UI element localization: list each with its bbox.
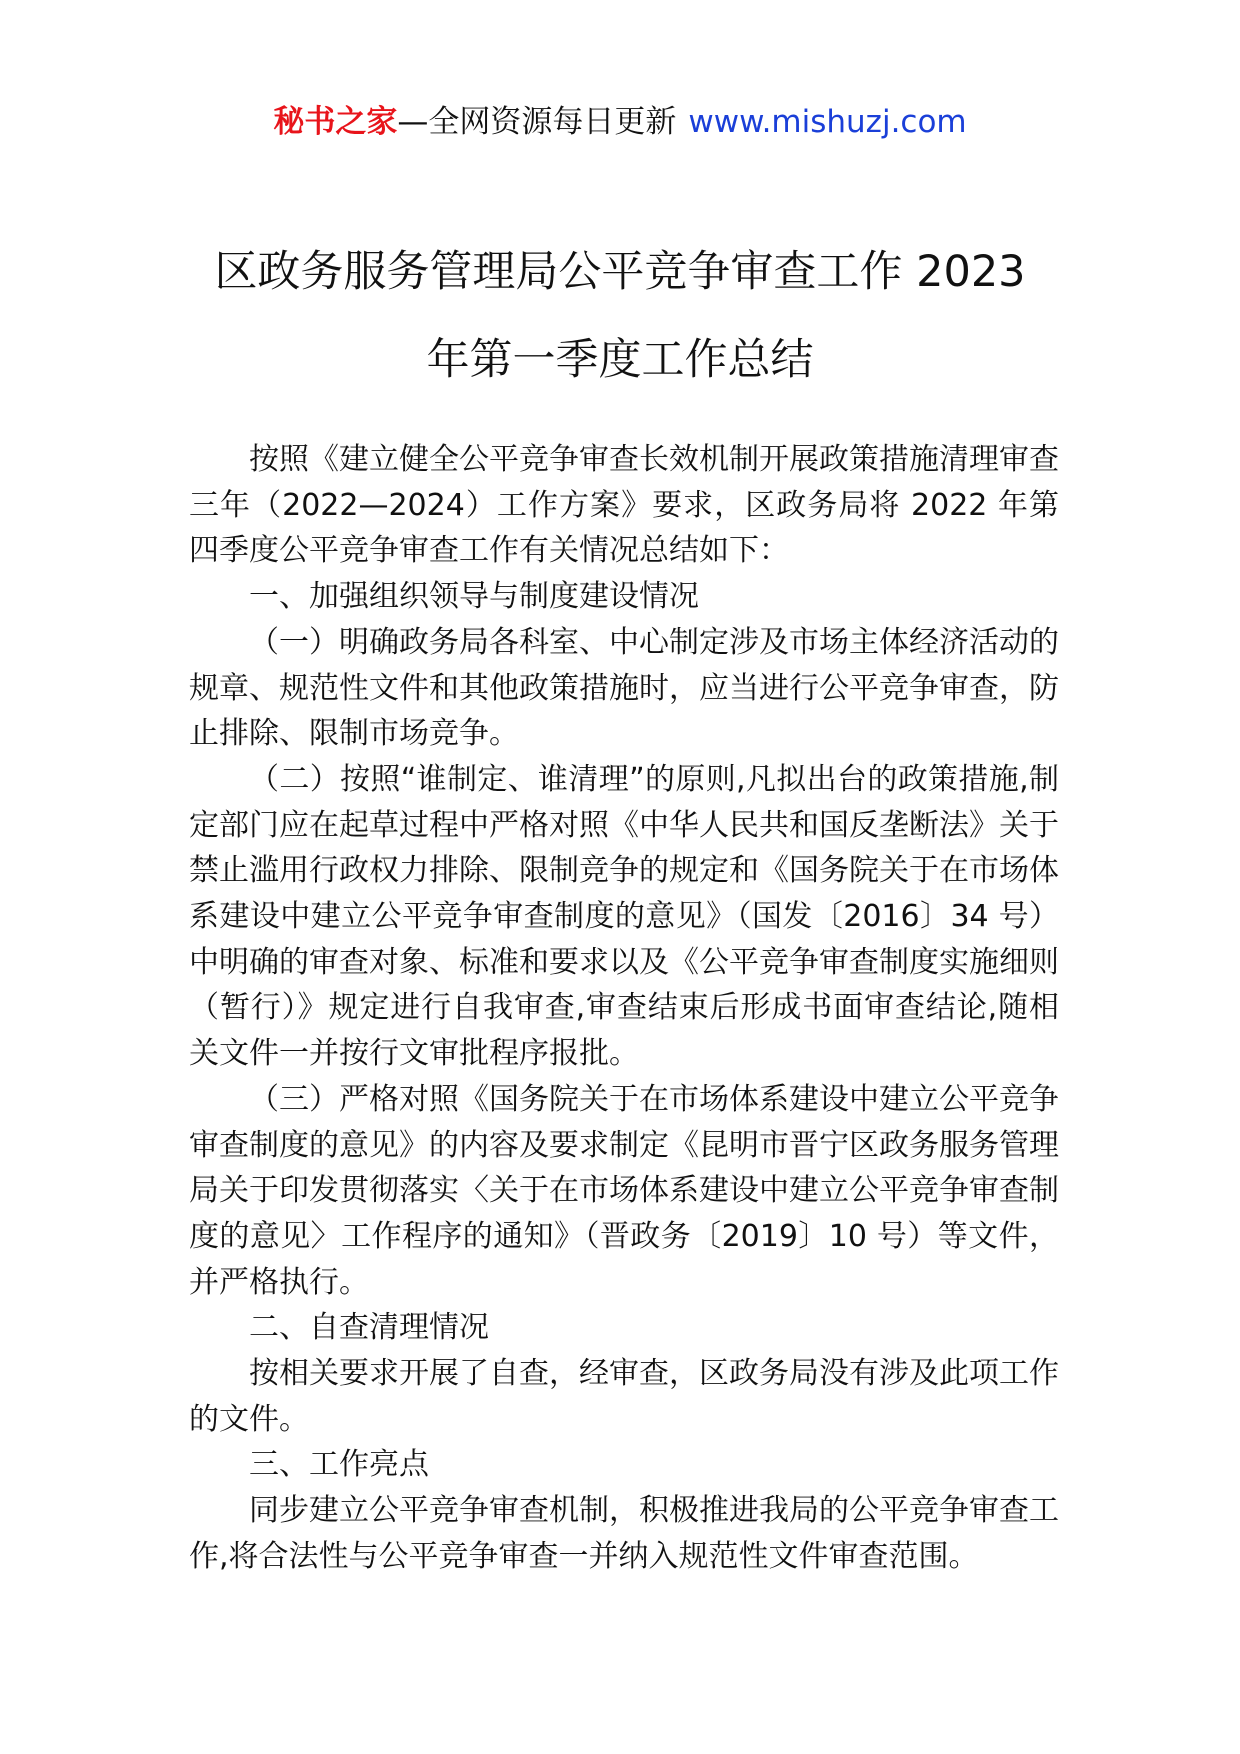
banner-tagline: —全网资源每日更新 [397,104,677,140]
document-body [189,437,1059,1580]
body-paragraph: 按相关要求开展了自查，经审查，区政务局没有涉及此项工作的文件。 [189,1356,1059,1437]
section-heading-1: 一、加强组织领导与制度建设情况 [249,579,699,615]
banner-url-link[interactable]: www.mishuzj.com [688,104,967,140]
brand-name: 秘书之家 [273,104,398,140]
body-paragraph: （三）严格对照《国务院关于在市场体系建设中建立公平竞争审查制度的意见》的内容及要求制定《昆明市晋宁区政务服务管理局关于印发贯彻落实〈关于在市场体系建设中建立公平竞争审查制度的意见〉工作程序的通知》（晋政务〔2019〕10 号）等文件，并严格执行。 [189,1081,1059,1300]
body-paragraph: 同步建立公平竞争审查机制，积极推进我局的公平竞争审查工作,将合法性与公平竞争审查一并纳入规范性文件审查范围。 [189,1493,1059,1574]
title-line-1: 区政务服务管理局公平竞争审查工作 2023 [214,247,1026,297]
title-line-2: 年第一季度工作总结 [426,335,814,385]
section-heading-2: 二、自查清理情况 [249,1310,489,1346]
body-paragraph: （二）按照“谁制定、谁清理”的原则,凡拟出台的政策措施,制定部门应在起草过程中严格对照《中华人民共和国反垄断法》关于禁止滥用行政权力排除、限制竞争的规定和《国务院关于在市场体系建设中建立公平竞争审查制度的意见》（国发〔2016〕34 号）中明确的审查对象、标准和要求以及《公平竞争审查制度实施细则（暂行）》规定进行自我审查,审查结束后形成书面审查结论,随相关文件一并按行文审批程序报批。 [189,761,1059,1072]
intro-paragraph: 按照《建立健全公平竞争审查长效机制开展政策措施清理审查三年（2022—2024）工作方案》要求，区政务局将 2022 年第四季度公平竞争审查工作有关情况总结如下： [189,442,1059,569]
body-paragraph: （一）明确政务局各科室、中心制定涉及市场主体经济活动的规章、规范性文件和其他政策措施时，应当进行公平竞争审查，防止排除、限制市场竞争。 [189,624,1059,752]
document-title [150,228,1090,404]
site-banner [0,100,1240,144]
section-heading-3: 三、工作亮点 [249,1447,429,1483]
